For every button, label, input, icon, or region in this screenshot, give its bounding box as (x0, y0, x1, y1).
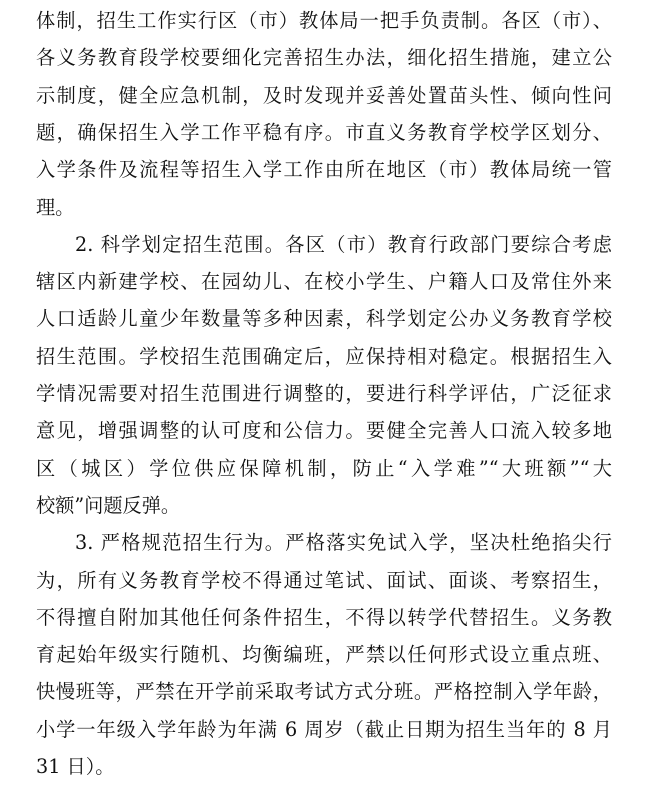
paragraph-1-line-4: 题，确保招生入学工作平稳有序。市直义务教育学校学区划分、 (36, 121, 612, 144)
paragraph-2-line-4: 招生范围。学校招生范围确定后，应保持相对稳定。根据招生入 (36, 345, 612, 368)
paragraph-2-line-5: 学情况需要对招生范围进行调整的，要进行科学评估，广泛征求 (36, 382, 612, 405)
paragraph-2-line-2: 辖区内新建学校、在园幼儿、在校小学生、户籍人口及常住外来 (36, 270, 612, 293)
paragraph-3-line-5: 快慢班等，严禁在开学前采取考试方式分班。严格控制入学年龄， (36, 680, 612, 703)
paragraph-2-line-3: 人口适龄儿童少年数量等多种因素，科学划定公办义务教育学校 (36, 307, 612, 330)
paragraph-1-line-2: 各义务教育段学校要细化完善招生办法，细化招生措施，建立公 (36, 46, 612, 69)
paragraph-2-line-8: 校额”问题反弹。 (36, 494, 181, 517)
paragraph-1-line-1: 体制，招生工作实行区（市）教体局一把手负责制。各区（市）、 (36, 9, 612, 32)
paragraph-3-line-3: 不得擅自附加其他任何条件招生，不得以转学代替招生。义务教 (36, 606, 612, 629)
paragraph-3-line-1: 3. 严格规范招生行为。严格落实免试入学，坚决杜绝掐尖行 (75, 531, 612, 554)
paragraph-2-line-1: 2. 科学划定招生范围。各区（市）教育行政部门要综合考虑 (75, 233, 612, 256)
paragraph-3-line-6: 小学一年级入学年龄为年满 6 周岁（截止日期为招生当年的 8 月 (36, 718, 612, 741)
paragraph-2-line-7: 区（城区）学位供应保障机制，防止“入学难”“大班额”“大 (36, 457, 612, 480)
paragraph-3-line-2: 为，所有义务教育学校不得通过笔试、面试、面谈、考察招生， (36, 569, 612, 592)
paragraph-1-line-6: 理。 (36, 196, 75, 219)
paragraph-2-line-6: 意见，增强调整的认可度和公信力。要健全完善人口流入较多地 (36, 419, 612, 442)
paragraph-3-line-7: 31 日）。 (36, 755, 115, 778)
paragraph-1-line-5: 入学条件及流程等招生入学工作由所在地区（市）教体局统一管 (36, 158, 612, 181)
paragraph-3-line-4: 育起始年级实行随机、均衡编班，严禁以任何形式设立重点班、 (36, 643, 612, 666)
paragraph-1-line-3: 示制度，健全应急机制，及时发现并妥善处置苗头性、倾向性问 (36, 84, 612, 107)
